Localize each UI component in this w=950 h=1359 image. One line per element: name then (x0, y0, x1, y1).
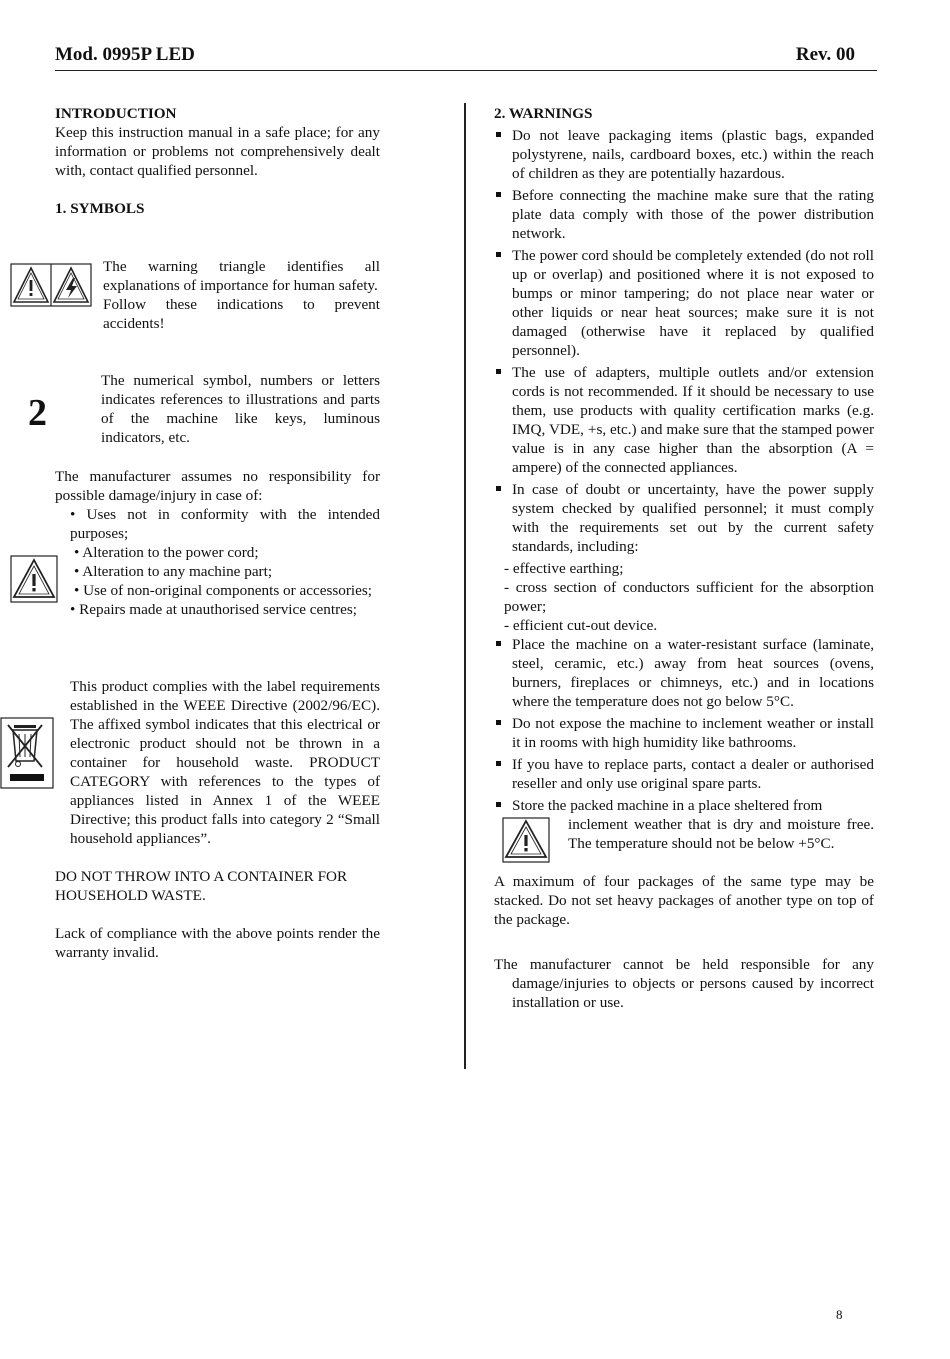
warnings-list-2 (494, 635, 874, 815)
bullet-square-icon (496, 252, 501, 257)
bullet-square-icon (496, 192, 501, 197)
case-item: • Uses not in conformity with the intended purposes; (70, 506, 380, 542)
left-column (55, 104, 380, 218)
warning-item: Do not expose the machine to inclement weather or install it in rooms with high humidity like bathrooms. (494, 714, 874, 752)
warning-item: In case of doubt or uncertainty, have the power supply system checked by qualified personnel; it must comply with the requirements set out by the current safety standards, including: (494, 480, 874, 556)
warning-triangles-icon (10, 263, 92, 312)
warning-item: Before connecting the machine make sure that the rating plate data comply with those of the power distribution network. (494, 186, 874, 243)
manufacturer-intro-block (55, 467, 380, 505)
warning-item: The use of adapters, multiple outlets and/or extension cords is not recommended. If it should be necessary to use them, use products with quality certification marks (e.g. IMQ, VDE, +s, etc.) and make sure that the stamped power value is in any case higher than the absorption (A = ampere) of the connected appliances. (494, 363, 874, 477)
model-label: Mod. 0995P LED (55, 44, 195, 65)
requirement-item: - efficient cut-out device. (504, 617, 658, 634)
triangle-description (103, 257, 380, 333)
case-item: • Use of non-original components or accessories; (74, 582, 373, 599)
warning-triangle-icon (502, 817, 550, 868)
final-disclaimer: The manufacturer cannot be held responsible for any damage/injuries to objects or persons caused by incorrect installation or use. (494, 956, 874, 1011)
intro-heading: INTRODUCTION (55, 105, 177, 122)
intro-text: Keep this instruction manual in a safe place; for any information or problems not comprehensively dealt with, contact qualified personnel. (55, 124, 380, 179)
warnings-list (494, 126, 874, 556)
bullet-square-icon (496, 132, 501, 137)
do-not-throw: DO NOT THROW INTO A CONTAINER FOR HOUSEHOLD WASTE. (55, 868, 348, 904)
page-number: 8 (836, 1307, 843, 1322)
bullet-square-icon (496, 802, 501, 807)
storage-text: inclement weather that is dry and moisture free. The temperature should not be below +5°C. (568, 816, 874, 852)
requirement-item: - effective earthing; (504, 560, 624, 577)
cases-list (70, 505, 380, 619)
weee-text: This product complies with the label requirements established in the WEEE Directive (2002/96/EC). The affixed symbol indicates that this electrical or electronic product should not be thrown in a container for household waste. PRODUCT CATEGORY with references to the types of appliances listed in Annex 1 of the WEEE Directive; this product falls into category 2 “Small household appliances”. (70, 678, 380, 847)
disposal-block (55, 867, 380, 962)
warning-triangle-icon (10, 555, 58, 608)
stack-text: A maximum of four packages of the same type may be stacked. Do not set heavy packages of another type on top of the package. (494, 873, 874, 928)
warning-item: Place the machine on a water-resistant surface (laminate, steel, ceramic, etc.) away from heat sources (ovens, burners, fireplaces or chimneys, etc.) and in locations where the temperature does not go below 5°C. (494, 635, 874, 711)
bullet-square-icon (496, 486, 501, 491)
warnings-heading: 2. WARNINGS (494, 105, 593, 122)
requirement-item: - cross section of conductors sufficient for the absorption power; (504, 579, 874, 615)
case-item: • Alteration to any machine part; (74, 563, 273, 580)
warning-item: The power cord should be completely extended (do not roll up or overlap) and positioned where it is not exposed to bumps or minor tampering; do not place near water or other liquids or near heat sources; make sure it is not damaged (otherwise have it replaced by qualified personnel). (494, 246, 874, 360)
numeric-description (101, 371, 380, 447)
bullet-square-icon (496, 761, 501, 766)
triangle-text-1: The warning triangle identifies all explanations of importance for human safety. (103, 258, 380, 294)
symbols-heading: 1. SYMBOLS (55, 200, 145, 217)
bullet-square-icon (496, 720, 501, 725)
warning-item: If you have to replace parts, contact a dealer or authorised reseller and only use original spare parts. (494, 755, 874, 793)
lack-text: Lack of compliance with the above points render the warranty invalid. (55, 925, 380, 961)
column-divider (464, 103, 466, 1069)
warning-item: Do not leave packaging items (plastic bags, expanded polystyrene, nails, cardboard boxes, etc.) within the reach of children as they are potentially hazardous. (494, 126, 874, 183)
numeric-text: The numerical symbol, numbers or letters indicates references to illustrations and parts of the machine like keys, luminous indicators, etc. (101, 372, 380, 446)
bullet-square-icon (496, 369, 501, 374)
page-header (55, 44, 877, 71)
revision-label: Rev. 00 (795, 44, 855, 65)
right-column (494, 104, 874, 1012)
weee-block (70, 677, 380, 848)
manufacturer-intro: The manufacturer assumes no responsibility for possible damage/injury in case of: (55, 468, 380, 504)
numeric-symbol: 2 (28, 392, 47, 434)
weee-bin-icon (0, 717, 54, 794)
storage-block (494, 815, 874, 872)
warning-item: Store the packed machine in a place sheltered from (494, 796, 874, 815)
bullet-square-icon (496, 641, 501, 646)
case-item: • Alteration to the power cord; (74, 544, 259, 561)
triangle-text-2: Follow these indications to prevent accidents! (103, 296, 380, 332)
case-item: • Repairs made at unauthorised service centres; (70, 601, 358, 618)
